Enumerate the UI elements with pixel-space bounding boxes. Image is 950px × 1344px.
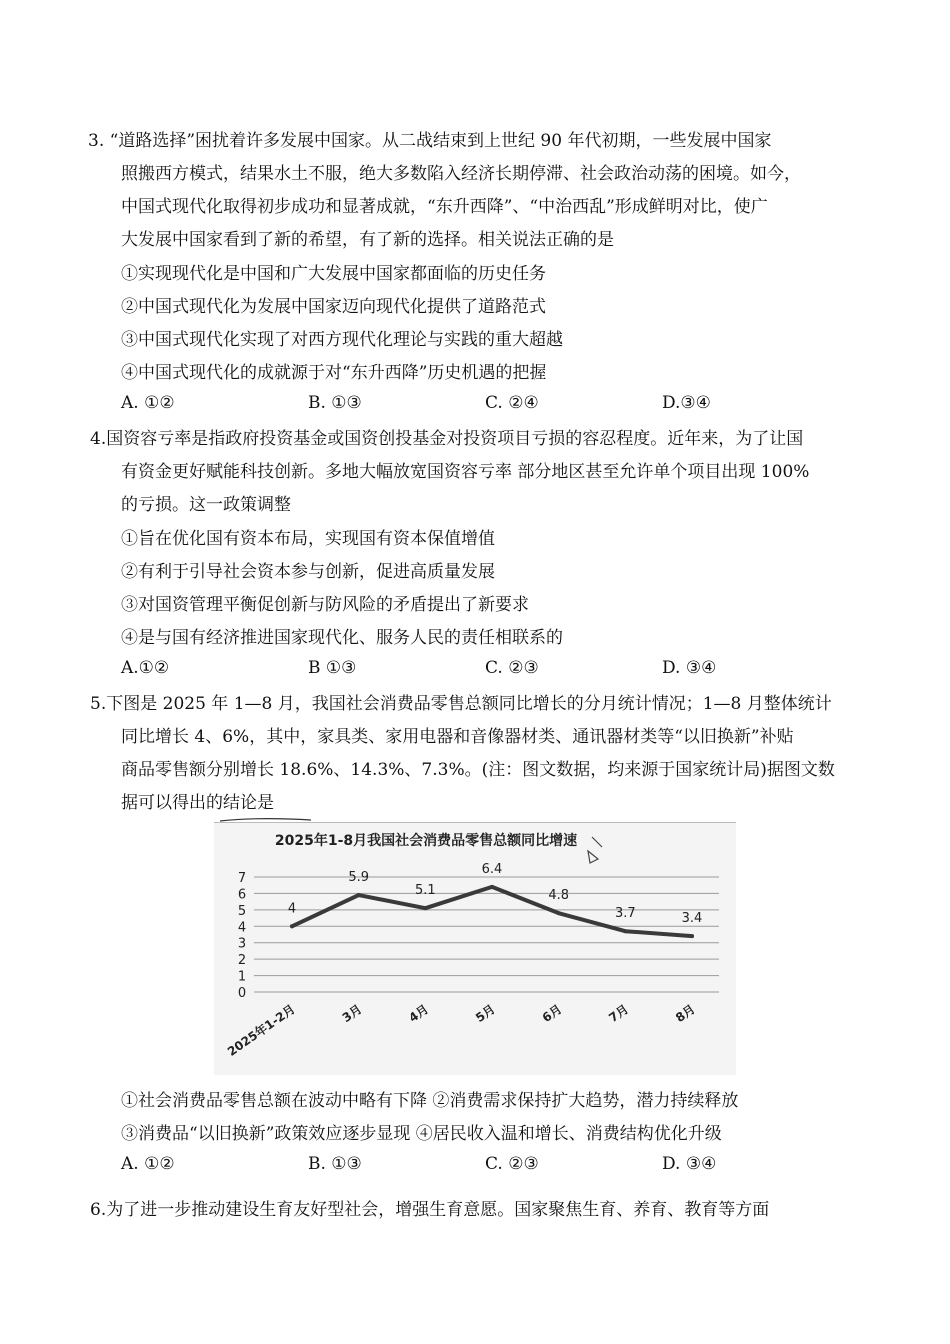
q5-item-1: ①社会消费品零售总额在波动中略有下降 ②消费需求保持扩大趋势，潜力持续释放 <box>121 1091 739 1111</box>
data-point <box>290 924 294 928</box>
data-label: 4.8 <box>548 888 570 904</box>
q4-stem-line-3: 的亏损。这一政策调整 <box>121 495 291 515</box>
q3-option-a[interactable]: A. ①② <box>121 393 175 413</box>
q4-item-4: ④是与国有经济推进国家现代化、服务人民的责任相联系的 <box>121 628 563 648</box>
q5-option-b[interactable]: B. ①③ <box>308 1154 362 1174</box>
data-label: 3.4 <box>681 911 703 927</box>
q4-option-a[interactable]: A.①② <box>121 658 170 678</box>
chart-svg <box>214 823 736 1075</box>
q3-item-2: ②中国式现代化为发展中国家迈向现代化提供了道路范式 <box>121 297 546 317</box>
x-tick-label: 7月 <box>606 1001 632 1026</box>
y-tick-label: 7 <box>237 871 247 886</box>
y-tick-label: 0 <box>237 986 247 1001</box>
q5-item-2: ③消费品“以旧换新”政策效应逐步显现 ④居民收入温和增长、消费结构优化升级 <box>121 1124 722 1144</box>
y-tick-label: 4 <box>237 920 247 936</box>
q5-stem-line-1: 5.下图是 2025 年 1—8 月，我国社会消费品零售总额同比增长的分月统计情况；1—8 月整体统计 <box>90 694 832 714</box>
x-tick-label: 4月 <box>406 1001 432 1026</box>
data-point <box>690 934 694 938</box>
q3-stem-line-1: 3. “道路选择”困扰着许多发展中国家。从二战结束到上世纪 90 年代初期，一些发展中国家 <box>88 131 772 151</box>
data-point <box>490 885 494 889</box>
y-tick-label: 3 <box>237 936 247 952</box>
q3-stem-line-4: 大发展中国家看到了新的希望，有了新的选择。相关说法正确的是 <box>121 230 614 250</box>
data-label: 5.9 <box>348 870 370 886</box>
q5-stem-line-2: 同比增长 4、6%，其中，家具类、家用电器和音像器材类、通讯器材类等“以旧换新”补贴 <box>121 727 794 747</box>
data-point <box>557 911 561 915</box>
q3-stem-line-3: 中国式现代化取得初步成功和显著成就，“东升西降”、“中治西乱”形成鲜明对比，使广 <box>121 197 768 217</box>
line-chart <box>214 822 736 1075</box>
q3-option-b[interactable]: B. ①③ <box>308 393 362 413</box>
x-tick-label: 6月 <box>539 1001 565 1026</box>
q5-stem-line-4: 据可以得出的结论是 <box>121 793 274 813</box>
q5-option-c[interactable]: C. ②③ <box>485 1154 539 1174</box>
x-tick-label: 5月 <box>473 1001 498 1026</box>
handwritten-mark <box>588 837 602 863</box>
q5-stem-line-3: 商品零售额分别增长 18.6%、14.3%、7.3%。(注：图文数据，均来源于国家统计局)据图文数 <box>121 760 835 780</box>
q3-item-3: ③中国式现代化实现了对西方现代化理论与实践的重大超越 <box>121 330 563 350</box>
y-tick-label: 1 <box>237 969 247 985</box>
q4-option-d[interactable]: D. ③④ <box>662 658 717 678</box>
q4-option-b[interactable]: B ①③ <box>308 658 357 678</box>
q3-option-d[interactable]: D.③④ <box>662 393 711 413</box>
q3-item-4: ④中国式现代化的成就源于对“东升西降”历史机遇的把握 <box>121 363 547 383</box>
data-label: 4 <box>287 901 297 917</box>
data-point <box>357 893 361 897</box>
x-tick-label: 8月 <box>673 1001 698 1026</box>
q4-item-1: ①旨在优化国有资本布局，实现国有资本保值增值 <box>121 529 495 549</box>
q6-stem-line-1: 6.为了进一步推动建设生育友好型社会，增强生育意愿。国家聚焦生育、养育、教育等方面 <box>90 1200 770 1220</box>
y-tick-label: 6 <box>237 887 247 903</box>
q3-item-1: ①实现现代化是中国和广大发展中国家都面临的历史任务 <box>121 264 546 284</box>
y-tick-label: 5 <box>237 903 247 919</box>
q4-stem-line-1: 4.国资容亏率是指政府投资基金或国资创投基金对投资项目亏损的容忍程度。近年来，为了让国 <box>90 429 804 449</box>
q5-option-d[interactable]: D. ③④ <box>662 1154 717 1174</box>
q4-item-3: ③对国资管理平衡促创新与防风险的矛盾提出了新要求 <box>121 595 529 615</box>
q4-stem-line-2: 有资金更好赋能科技创新。多地大幅放宽国资容亏率 部分地区甚至允许单个项目出现 100% <box>121 462 810 482</box>
q5-option-a[interactable]: A. ①② <box>121 1154 175 1174</box>
y-tick-label: 2 <box>237 953 247 969</box>
chart-title: 2025年1-8月我国社会消费品零售总额同比增速 <box>274 833 578 849</box>
data-point <box>623 929 627 933</box>
data-label: 5.1 <box>414 883 436 899</box>
q4-item-2: ②有利于引导社会资本参与创新，促进高质量发展 <box>121 562 495 582</box>
q3-option-c[interactable]: C. ②④ <box>485 393 539 413</box>
data-point <box>423 906 427 910</box>
x-tick-label: 2025年1-2月 <box>224 1001 298 1059</box>
x-tick-label: 3月 <box>339 1001 365 1026</box>
data-label: 3.7 <box>614 906 636 922</box>
q4-option-c[interactable]: C. ②③ <box>485 658 539 678</box>
q3-stem-line-2: 照搬西方模式，结果水土不服，绝大多数陷入经济长期停滞、社会政治动荡的困境。如今， <box>121 164 801 184</box>
data-label: 6.4 <box>481 861 503 877</box>
